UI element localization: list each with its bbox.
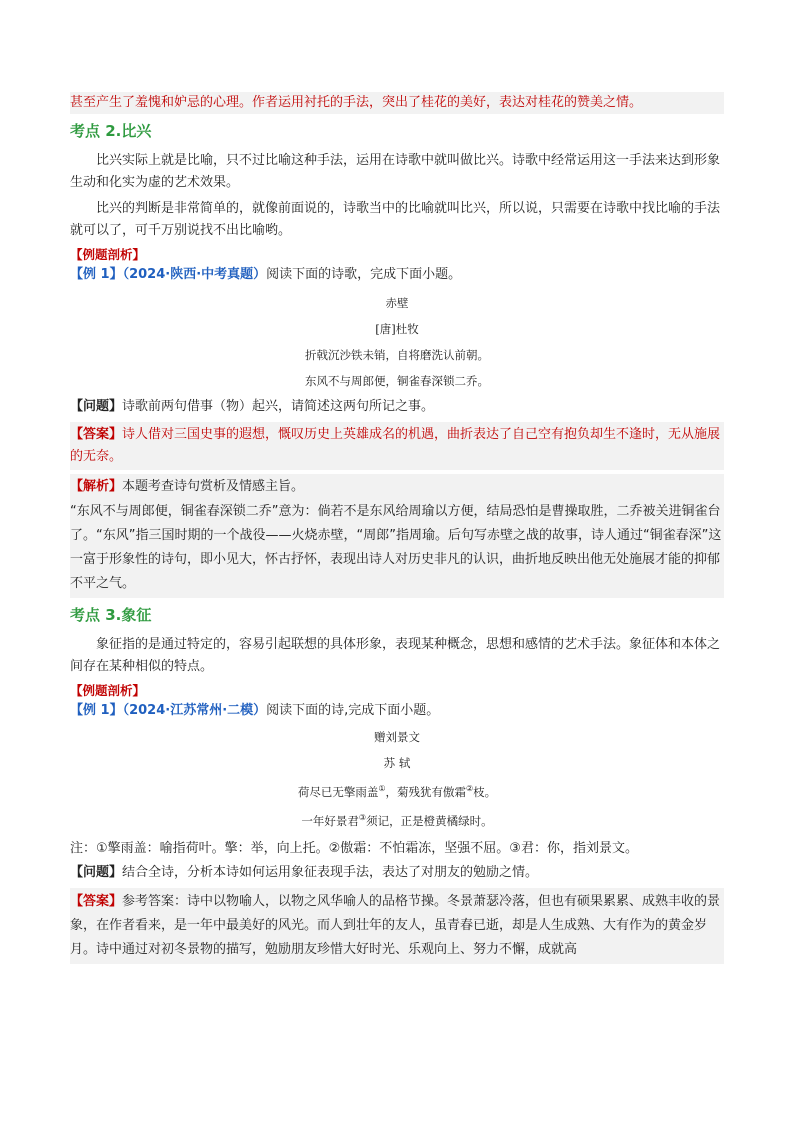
poem-2-line-1: [70, 776, 724, 805]
footnote-marker-2: ②: [466, 784, 474, 793]
question-1: [70, 396, 724, 418]
analysis-header: [70, 476, 724, 498]
poem-2-line-1-part-c: 枝。: [473, 784, 497, 799]
question-label: 【问题】: [70, 399, 123, 414]
poem-2-line-2: [70, 805, 724, 834]
analysis-label: 【解析】: [70, 479, 123, 494]
example-2-header: [70, 700, 724, 722]
section-2-paragraph-1: 比兴实际上就是比喻，只不过比喻这种手法，运用在诗歌中就叫做比兴。诗歌中经常运用这一手法来达到形象生动和化实为虚的艺术效果。: [70, 153, 721, 190]
answer-text: 诗人借对三国史事的遐想，慨叹历史上英雄成名的机遇，曲折表达了自己空有抱负却生不逢时，无从施展的无奈。: [70, 427, 721, 464]
poem-line-1: 折戟沉沙铁未销，自将磨洗认前朝。: [305, 348, 489, 362]
analysis-block: [70, 474, 724, 598]
answer-1: [70, 422, 724, 470]
answer-2: [70, 888, 724, 964]
answer-label: 【答案】: [70, 427, 123, 442]
section-3-heading: 考点 3.象征: [70, 606, 152, 624]
poem-2-line-1-part-a: 荷尽已无擎雨盖: [297, 784, 379, 799]
example-label: 【例 1】: [70, 267, 123, 282]
intro-line: 甚至产生了羞愧和妒忌的心理。作者运用衬托的手法，突出了桂花的美好，表达对桂花的赞美之情。: [70, 92, 724, 114]
question-text: 结合全诗，分析本诗如何运用象征表现手法，表达了对朋友的勉励之情。: [122, 864, 539, 880]
footnote-marker-1: ①: [378, 784, 386, 793]
example-instruction: 阅读下面的诗歌，完成下面小题。: [266, 267, 462, 282]
answer-label: 【答案】: [70, 893, 123, 909]
poem-title: 赤壁: [385, 296, 409, 310]
example-instruction: 阅读下面的诗,完成下面小题。: [266, 703, 440, 718]
example-tag-1: 【例题剖析】: [70, 247, 146, 262]
question-label: 【问题】: [70, 864, 123, 880]
section-2-paragraph-2: 比兴的判断是非常简单的，就像前面说的，诗歌当中的比喻就叫比兴，所以说，只需要在诗歌中找比喻的手法就可以了，可千万别说找不出比喻哟。: [70, 201, 721, 238]
footnote-marker-3: ③: [358, 812, 367, 822]
poem-2-author: 苏 轼: [383, 756, 411, 770]
answer-text: 参考答案：诗中以物喻人，以物之风华喻人的品格节操。冬景萧瑟冷落，但也有硕果累累、成熟丰收的景象，在作者看来，是一年中最美好的风光。而人到壮年的友人，虽青春已逝，却是人生成熟、大有作为的黄金岁月。诗中通过对初冬景物的描写，勉励朋友珍惜大好时光、乐观向上、努力不懈，成就高: [70, 893, 721, 957]
example-source: （2024·陕西·中考真题）: [122, 267, 267, 282]
example-tag-2: 【例题剖析】: [70, 683, 146, 698]
section-3-paragraph-1: 象征指的是通过特定的，容易引起联想的具体形象，表现某种概念，思想和感情的艺术手法。象征体和本体之间存在某种相似的特点。: [70, 637, 721, 674]
section-2-heading: 考点 2.比兴: [70, 122, 152, 140]
poem-2-line-2-part-a: 一年好景君: [301, 813, 359, 828]
page-content: [70, 92, 724, 964]
example-1-header: [70, 264, 724, 286]
question-text: 诗歌前两句借事（物）起兴，请简述这两句所记之事。: [122, 399, 435, 414]
poem-2-line-2-part-b: 须记，正是橙黄橘绿时。: [366, 813, 493, 828]
poem-author: [唐]杜牧: [375, 322, 419, 336]
poem-line-2: 东风不与周郎便，铜雀春深锁二乔。: [305, 374, 489, 388]
analysis-intro: 本题考查诗句赏析及情感主旨。: [122, 479, 305, 494]
poem-notes: 注：①擎雨盖：喻指荷叶。擎：举，向上托。②傲霜：不怕霜冻，坚强不屈。③君：你，指刘景文。: [70, 840, 638, 856]
analysis-body: “东风不与周郎便，铜雀春深锁二乔”意为：倘若不是东风给周瑜以方便，结局恐怕是曹操取胜，二乔被关进铜雀台了。“东风”指三国时期的一个战役——火烧赤壁，“周郎”指周瑜。后句写赤壁之战的故事，诗人通过“铜雀春深”这一富于形象性的诗句，即小见大，怀古抒怀，表现出诗人对历史非凡的认识，曲折地反映出他无处施展才能的抑郁不平之气。: [70, 504, 722, 591]
question-2: [70, 862, 724, 884]
poem-2-title: 赠刘景文: [374, 730, 420, 744]
poem-2-line-1-part-b: ，菊残犹有傲霜: [385, 784, 466, 799]
example-label: 【例 1】: [70, 703, 123, 718]
example-source: （2024·江苏常州·二模）: [122, 703, 267, 718]
